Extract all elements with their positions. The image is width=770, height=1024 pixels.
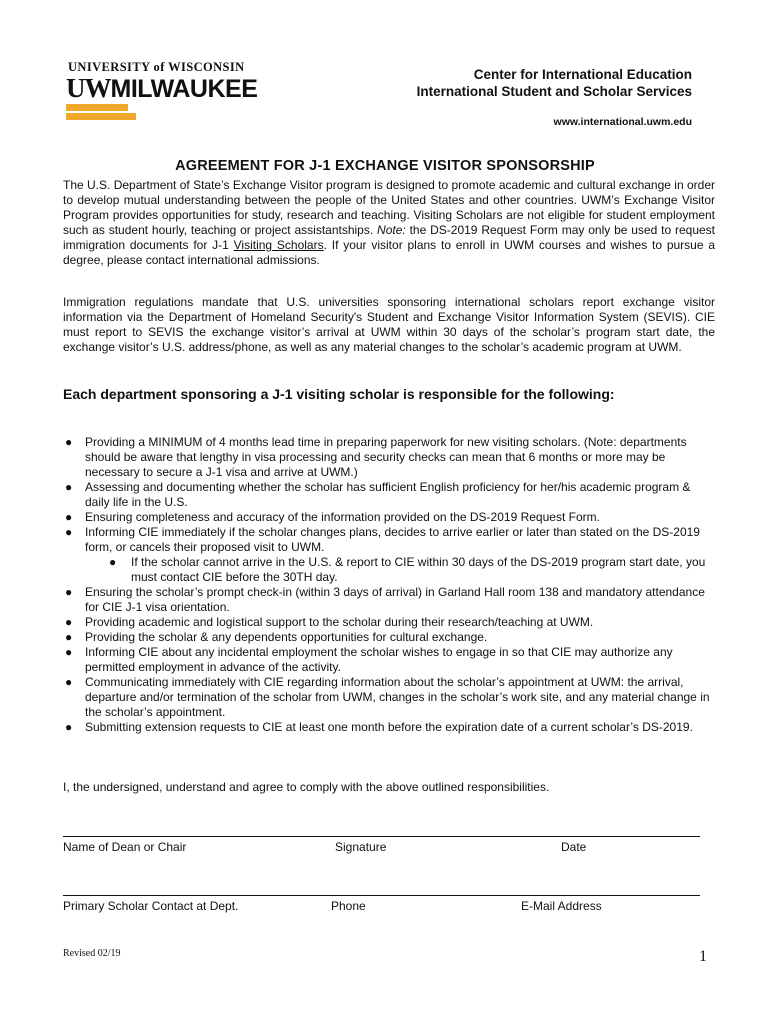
bullet-icon: ● [65, 480, 73, 494]
list-item [63, 615, 718, 630]
bullet-icon: ● [65, 615, 73, 629]
list-item [63, 525, 718, 585]
phone-label: Phone [331, 899, 366, 913]
list-item [63, 720, 718, 735]
logo-milwaukee: MILWAUKEE [110, 75, 258, 103]
signature-line[interactable] [63, 836, 700, 837]
intro-paragraph [63, 178, 715, 268]
list-item-text: Communicating immediately with CIE regarding information about the scholar’s appointment at UWM: the arrival, departure and/or termination of the scholar from UWM, changes in the scholar’s work site, and any material change in the scholar’s appointment. [85, 675, 710, 719]
list-item [63, 435, 718, 480]
logo-uw: UW [66, 73, 111, 103]
sevis-paragraph: Immigration regulations mandate that U.S. universities sponsoring international scholars report exchange visitor information via the Department of Homeland Security's Student and Exchange Visitor Information System (SEVIS). CIE must report to SEVIS the exchange visitor’s arrival at UWM within 30 days of the scholar’s program start date, the exchange visitor’s U.S. address/phone, as well as any material changes to the scholar’s academic program at UWM. [63, 295, 715, 354]
logo-gold-bar [66, 104, 128, 111]
office-header [417, 66, 692, 100]
bullet-icon: ● [65, 630, 73, 644]
list-item-text: Ensuring the scholar’s prompt check-in (within 3 days of arrival) in Garland Hall room 138 and mandatory attendance for CIE J-1 visa orientation. [85, 585, 705, 614]
list-item [63, 645, 718, 675]
logo-gold-bar [66, 113, 136, 120]
date-label: Date [561, 840, 587, 854]
office-subname: International Student and Scholar Services [416, 84, 692, 99]
website-link[interactable]: www.international.uwm.edu [553, 116, 692, 128]
intro-note-text: the DS-2019 Request Form may only be used to request immigration documents for J-1 [63, 223, 716, 252]
intro-text-end: . If your visitor plans to enroll in UWM courses and wishes to pursue a degree, please contact international admissions. [63, 238, 716, 267]
document-title: AGREEMENT FOR J-1 EXCHANGE VISITOR SPONSORSHIP [175, 158, 595, 174]
bullet-icon: ● [65, 720, 73, 734]
list-item-text: Informing CIE immediately if the scholar changes plans, decides to arrive earlier or later than stated on the DS-2019 form, or cancels their proposed visit to UWM. [85, 525, 700, 554]
revision-date: Revised 02/19 [63, 948, 121, 959]
list-item-text: Informing CIE about any incidental employment the scholar wishes to engage in so that CIE may authorize any permitted employment in advance of the activity. [85, 645, 673, 674]
office-name: Center for International Education [473, 67, 692, 82]
bullet-icon: ● [65, 510, 73, 524]
bullet-icon: ● [109, 555, 117, 569]
list-item-text: Providing a MINIMUM of 4 months lead time in preparing paperwork for new visiting scholars. (Note: departments should be aware that lengthy in visa processing and security checks can mean that 6 months or more may be necessary to secure a J-1 visa and arrive at UWM.) [85, 435, 687, 479]
bullet-icon: ● [65, 585, 73, 599]
visiting-scholars-link[interactable]: Visiting Scholars [233, 238, 324, 252]
contact-line[interactable] [63, 895, 700, 896]
list-item [63, 510, 718, 525]
agreement-statement: I, the undersigned, understand and agree to comply with the above outlined responsibilities. [63, 780, 550, 794]
responsibilities-heading: Each department sponsoring a J-1 visiting scholar is responsible for the following: [63, 386, 615, 402]
list-item [63, 585, 718, 615]
sub-list-item [85, 555, 718, 585]
list-item-text: Submitting extension requests to CIE at least one month before the expiration date of a current scholar’s DS-2019. [85, 720, 693, 734]
list-item [63, 630, 718, 645]
list-item-text: Providing the scholar & any dependents opportunities for cultural exchange. [85, 630, 488, 644]
intro-text: The U.S. Department of State’s Exchange Visitor program is designed to promote academic and cultural exchange in order to develop mutual understanding between the people of the United States and other countries. UWM’s Exchange Visitor Program provides opportunities for study, research and teaching. Visiting Scholars are not eligible for student employment such as student hourly, teaching or project assistantships. [63, 178, 715, 237]
primary-contact-label: Primary Scholar Contact at Dept. [63, 899, 239, 913]
bullet-icon: ● [65, 675, 73, 689]
logo-wordmark [66, 74, 257, 103]
page-number: 1 [699, 948, 707, 965]
email-label: E-Mail Address [521, 899, 602, 913]
list-item [63, 675, 718, 720]
list-item-text: Providing academic and logistical support to the scholar during their research/teaching at UWM. [85, 615, 594, 629]
bullet-icon: ● [65, 645, 73, 659]
list-item [63, 480, 718, 510]
responsibilities-list [63, 435, 718, 735]
signature-label: Signature [335, 840, 387, 854]
sub-list [85, 555, 718, 585]
list-item-text: Ensuring completeness and accuracy of the information provided on the DS-2019 Request Form. [85, 510, 600, 524]
bullet-icon: ● [65, 435, 73, 449]
dean-chair-label: Name of Dean or Chair [63, 840, 187, 854]
uwm-logo [66, 60, 272, 126]
list-item-text: Assessing and documenting whether the scholar has sufficient English proficiency for her/his academic program & daily life in the U.S. [85, 480, 691, 509]
note-label: Note: [377, 223, 406, 237]
bullet-icon: ● [65, 525, 73, 539]
sub-list-item-text: If the scholar cannot arrive in the U.S. & report to CIE within 30 days of the DS-2019 program start date, you must contact CIE before the 30TH day. [131, 555, 706, 584]
logo-university-text: UNIVERSITY of WISCONSIN [68, 60, 245, 74]
